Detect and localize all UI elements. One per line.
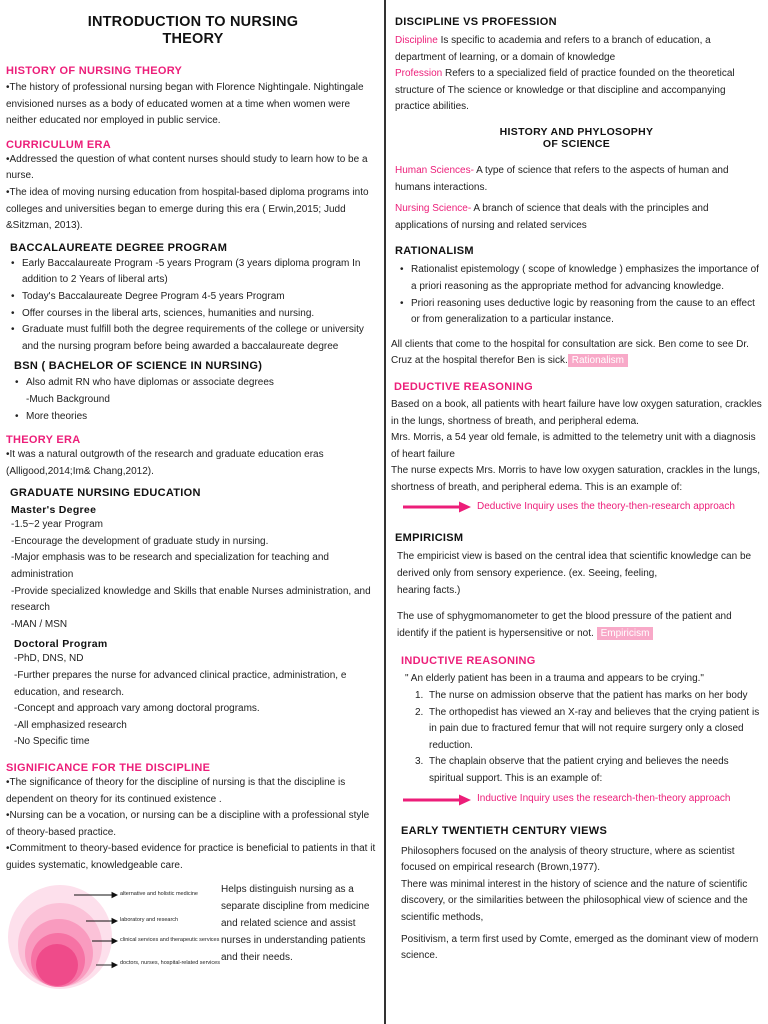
discipline-diagram [6, 881, 384, 993]
right-arrow-icon [401, 793, 473, 807]
list-item: 1. The nurse on admission observe that the patient has marks on her body [415, 690, 748, 702]
significance-heading: SIGNIFICANCE FOR THE DISCIPLINE [6, 762, 211, 774]
inductive-arrow-text: Inductive Inquiry uses the research-then-theory approach [477, 793, 731, 805]
human-sciences-term: Human Sciences- [395, 164, 474, 176]
profession-term: Profession [395, 68, 443, 80]
history-heading: HISTORY OF NURSING THEORY [6, 65, 183, 77]
philosophy-heading: HISTORY AND PHYLOSOPHY OF SCIENCE [499, 125, 654, 151]
masters-heading: Master's Degree [11, 504, 97, 517]
column-divider [384, 0, 386, 1024]
masters-lines [6, 517, 380, 633]
theory-era-heading: THEORY ERA [6, 434, 81, 447]
diagram-label: clinical services and therapeutic services [120, 936, 220, 943]
bsn-heading: BSN ( BACHELOR OF SCIENCE IN NURSING) [14, 360, 263, 373]
deductive-arrow-row [391, 497, 762, 517]
list-item: -Concept and approach vary among doctoral programs. [14, 703, 260, 715]
dvp-discipline: Discipline Is specific to academia and refers to a branch of education, a department of learning, or a domain of knowledge [395, 35, 711, 63]
page-title: INTRODUCTION TO NURSING THEORY [87, 14, 299, 47]
list-item: • Graduate must fulfill both the degree requirements of the college or university and the nursing program before being awarded a baccalaureate degree [6, 322, 380, 355]
deductive-arrow-text: Deductive Inquiry uses the theory-then-research approach [477, 501, 735, 513]
list-item: • Early Baccalaureate Program -5 years Program (3 years diploma program In addition to 2 Years of liberal arts) [6, 256, 380, 289]
list-item: -Provide specialized knowledge and Skills that enable Nurses administration, and research [11, 585, 371, 614]
history-text: •The history of professional nursing began with Florence Nightingale. Nightingale envisioned nurses as a body of educated women at a time when women were neither educated nor employed in public service. [6, 82, 364, 127]
dvp-heading: DISCIPLINE VS PROFESSION [395, 16, 557, 28]
empiricism-tag: Empiricism [597, 627, 654, 640]
curriculum-p2: •The idea of moving nursing education from hospital-based diploma programs into colleges and universities began to emerge during this era ( Erwin,2015; Judd &Sitzman, 2013). [6, 186, 369, 232]
curriculum-heading: CURRICULUM ERA [6, 138, 112, 151]
list-item: -Major emphasis was to be research and specialization for teaching and administration [11, 552, 329, 581]
inductive-quote: " An elderly patient has been in a trauma and appears to be crying." [405, 673, 704, 685]
diagram-label: doctors, nurses, hospital-related services [120, 959, 220, 966]
list-item: • Also admit RN who have diplomas or associate degrees [10, 375, 380, 392]
list-item: -PhD, DNS, ND [14, 653, 84, 665]
list-item: • Rationalist epistemology ( scope of knowledge ) emphasizes the importance of a priori reasoning as the appropriate method for advancing knowledge. [395, 262, 762, 295]
list-item: -Further prepares the nurse for advanced clinical practice, administration, e education, and research. [14, 670, 347, 698]
list-item: -No Specific time [14, 736, 90, 748]
nursing-science-term: Nursing Science- [395, 203, 472, 215]
human-sciences: Human Sciences- A type of science that refers to the aspects of human and humans interactions. [395, 164, 729, 193]
curriculum-p1: •Addressed the question of what content nurses should study to learn how to be a nurse. [6, 153, 368, 182]
list-item: • Priori reasoning uses deductive logic by reasoning from the cause to an effect or from generalization to a particular instance. [395, 296, 762, 329]
empiricism-p1b: hearing facts.) [397, 584, 461, 596]
list-item: 3. The chaplain observe that the patient crying and believes the needs spiritual support. This is an example of: [415, 756, 729, 784]
discipline-term: Discipline [395, 35, 438, 46]
early-p3: Positivism, a term first used by Comte, emerged as the dominant view of modern science. [401, 933, 759, 962]
bsn-sub: -Much Background [26, 393, 110, 405]
early-p2: There was minimal interest in the history of science and the nature of scientific discovery, or the similarities between the philosophical view of science and the scientific methods, [401, 878, 748, 923]
early-heading: EARLY TWENTIETH CENTURY VIEWS [401, 824, 608, 837]
doctoral-heading: Doctoral Program [14, 638, 108, 651]
diagram-side-text: Helps distinguish nursing as a separate discipline from medicine and related science and assist nurses in understanding patients and their needs. [221, 883, 370, 963]
significance-p3: •Commitment to theory-based evidence for practice is beneficial to patients in that it guides systematic, knowledgeable care. [6, 843, 376, 871]
right-column [388, 0, 768, 1024]
inductive-heading: INDUCTIVE REASONING [401, 655, 536, 668]
list-item: -MAN / MSN [11, 618, 68, 630]
grad-heading: GRADUATE NURSING EDUCATION [10, 487, 201, 500]
list-item: 2. The orthopedist has viewed an X-ray and believes that the crying patient is in pain due to fractured femur that will not require surgery only a closed reduction. [415, 706, 760, 751]
dvp-profession: Profession Refers to a specialized field of practice founded on the theoretical structure of The science or knowledge or that discipline and accompanying practice abilities. [395, 68, 735, 113]
diagram-label: alternative and holistic medicine [120, 890, 198, 897]
early-p1: Philosophers focused on the analysis of theory structure, where as scientist focused on empirical research (Brown,1977). [401, 845, 735, 874]
diagram-label: laboratory and research [120, 916, 179, 923]
rationalism-tag: Rationalism [568, 354, 628, 367]
deductive-heading: DEDUCTIVE REASONING [394, 380, 533, 393]
bsn-list [6, 375, 380, 392]
significance-p1: •The significance of theory for the discipline of nursing is that the discipline is dependent on theory for its continued existence . [6, 777, 346, 805]
theory-era-text: •It was a natural outgrowth of the research and graduate education eras (Alligood,2014;Im& Chang,2012). [6, 449, 324, 477]
bacc-list [6, 256, 380, 356]
diagram-arrows [66, 881, 126, 993]
deductive-p3: The nurse expects Mrs. Morris to have low oxygen saturation, crackles in the lungs, shortness of breath, and peripheral edema. This is an example of: [391, 465, 761, 493]
list-item: -1.5~2 year Program [11, 519, 103, 531]
deductive-p1: Based on a book, all patients with heart failure have low oxygen saturation, crackles in the lungs, shortness of breath, and peripheral edema. [391, 398, 762, 427]
list-item: • Today's Baccalaureate Degree Program 4-5 years Program [6, 289, 380, 306]
deductive-p2: Mrs. Morris, a 54 year old female, is admitted to the telemetry unit with a diagnosis of heart failure [391, 432, 756, 460]
rationalism-list [391, 262, 762, 328]
empiricism-p2: The use of sphygmomanometer to get the blood pressure of the patient and identify if the patient is hypersensitive or not. Empiricism [397, 611, 732, 639]
list-item: -Encourage the development of graduate study in nursing. [11, 535, 269, 547]
inductive-list [391, 688, 762, 788]
list-item: -All emphasized research [14, 719, 127, 731]
empiricism-heading: EMPIRICISM [395, 532, 464, 545]
inductive-arrow-row [391, 790, 762, 810]
bacc-heading: BACCALAUREATE DEGREE PROGRAM [10, 241, 228, 254]
doctoral-lines [6, 651, 380, 751]
significance-p2: •Nursing can be a vocation, or nursing can be a discipline with a professional style of theory-based practice. [6, 810, 370, 838]
nursing-science: Nursing Science- A branch of science that deals with the principles and applications of nursing and related services [395, 203, 709, 231]
rationalism-heading: RATIONALISM [395, 245, 474, 258]
list-item: • More theories [10, 409, 380, 426]
empiricism-p1: The empiricist view is based on the central idea that scientific knowledge can be derived only from sensory experience. (ex. Seeing, feeling, [397, 551, 752, 580]
rationalism-example: All clients that come to the hospital for consultation are sick. Ben come to see Dr. Cruz at the hospital therefor Ben is sick. Rationalism [391, 338, 749, 367]
list-item: • Offer courses in the liberal arts, sciences, humanities and nursing. [6, 306, 380, 323]
right-arrow-icon [401, 500, 473, 514]
